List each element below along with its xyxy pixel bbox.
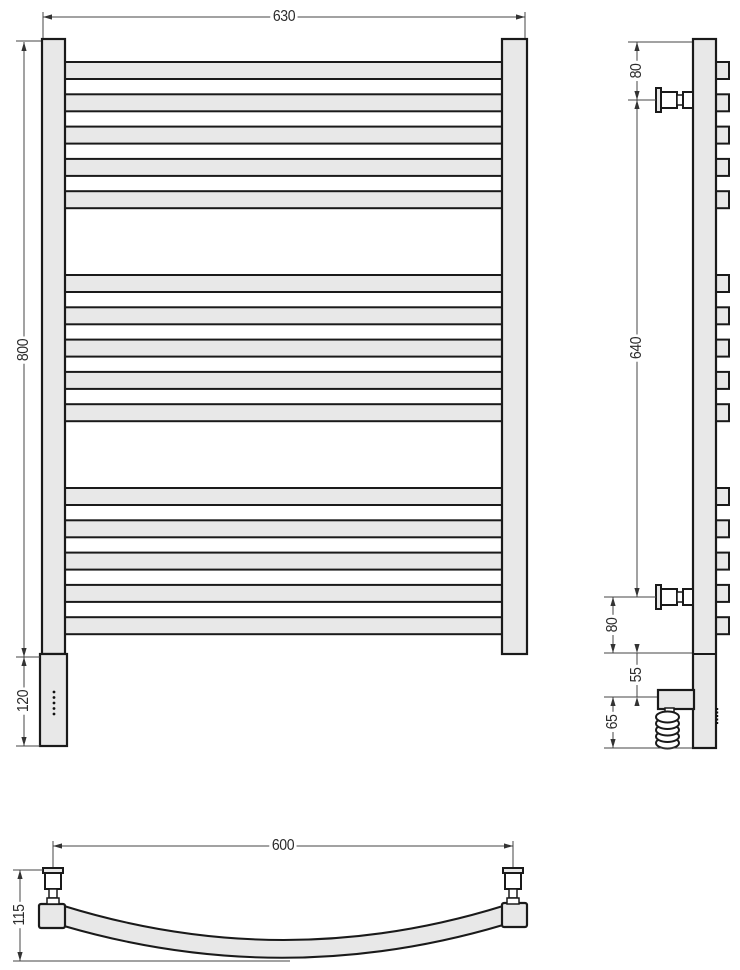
rung-end [716, 617, 729, 634]
rung-end [716, 191, 729, 208]
heater-box [658, 690, 694, 709]
rung-end [716, 62, 729, 79]
rung [64, 307, 502, 324]
side-bracket-bottom [656, 585, 693, 609]
dim-side-cable: 65 [604, 712, 622, 732]
rung [64, 62, 502, 79]
side-bracket-top [656, 88, 693, 112]
dim-side-bottom: 80 [604, 615, 622, 635]
rung [64, 127, 502, 144]
dim-side-heater: 55 [628, 665, 646, 685]
plan-right-bracket [503, 868, 523, 904]
dim-side-top: 80 [628, 61, 646, 81]
rung [64, 372, 502, 389]
curved-rail-plan [64, 906, 503, 958]
dim-side-span: 640 [628, 334, 646, 361]
rung-end [716, 307, 729, 324]
rung [64, 340, 502, 357]
dim-front-base: 120 [15, 687, 33, 714]
plan-right-post [502, 903, 527, 927]
side-rung-ends [716, 62, 729, 634]
dim-front-width: 630 [270, 8, 297, 26]
rung [64, 404, 502, 421]
front-rungs [64, 62, 502, 634]
rung [64, 275, 502, 292]
rung-end [716, 520, 729, 537]
side-view [656, 39, 729, 749]
rung [64, 94, 502, 111]
front-control-box [40, 654, 67, 746]
rung-end [716, 159, 729, 176]
rung-end [716, 340, 729, 357]
rung [64, 488, 502, 505]
plan-left-post [39, 904, 65, 928]
dim-front-height: 800 [15, 336, 33, 363]
rung-end [716, 585, 729, 602]
rung [64, 191, 502, 208]
dim-top-depth: 115 [11, 902, 29, 928]
rung [64, 520, 502, 537]
rung-end [716, 275, 729, 292]
dim-top-span: 600 [269, 837, 296, 855]
rung-end [716, 127, 729, 144]
rung [64, 617, 502, 634]
rung [64, 553, 502, 570]
top-view [39, 868, 527, 958]
power-cable-coil [656, 708, 679, 749]
dimension-lines [13, 12, 692, 961]
plan-left-bracket [43, 868, 63, 904]
front-view [40, 39, 527, 746]
rung-end [716, 94, 729, 111]
rung-end [716, 553, 729, 570]
rung-end [716, 404, 729, 421]
rung [64, 585, 502, 602]
rung [64, 159, 502, 176]
side-post [693, 39, 716, 748]
rung-end [716, 372, 729, 389]
rung-end [716, 488, 729, 505]
front-left-post [42, 39, 65, 654]
front-right-post [502, 39, 527, 654]
